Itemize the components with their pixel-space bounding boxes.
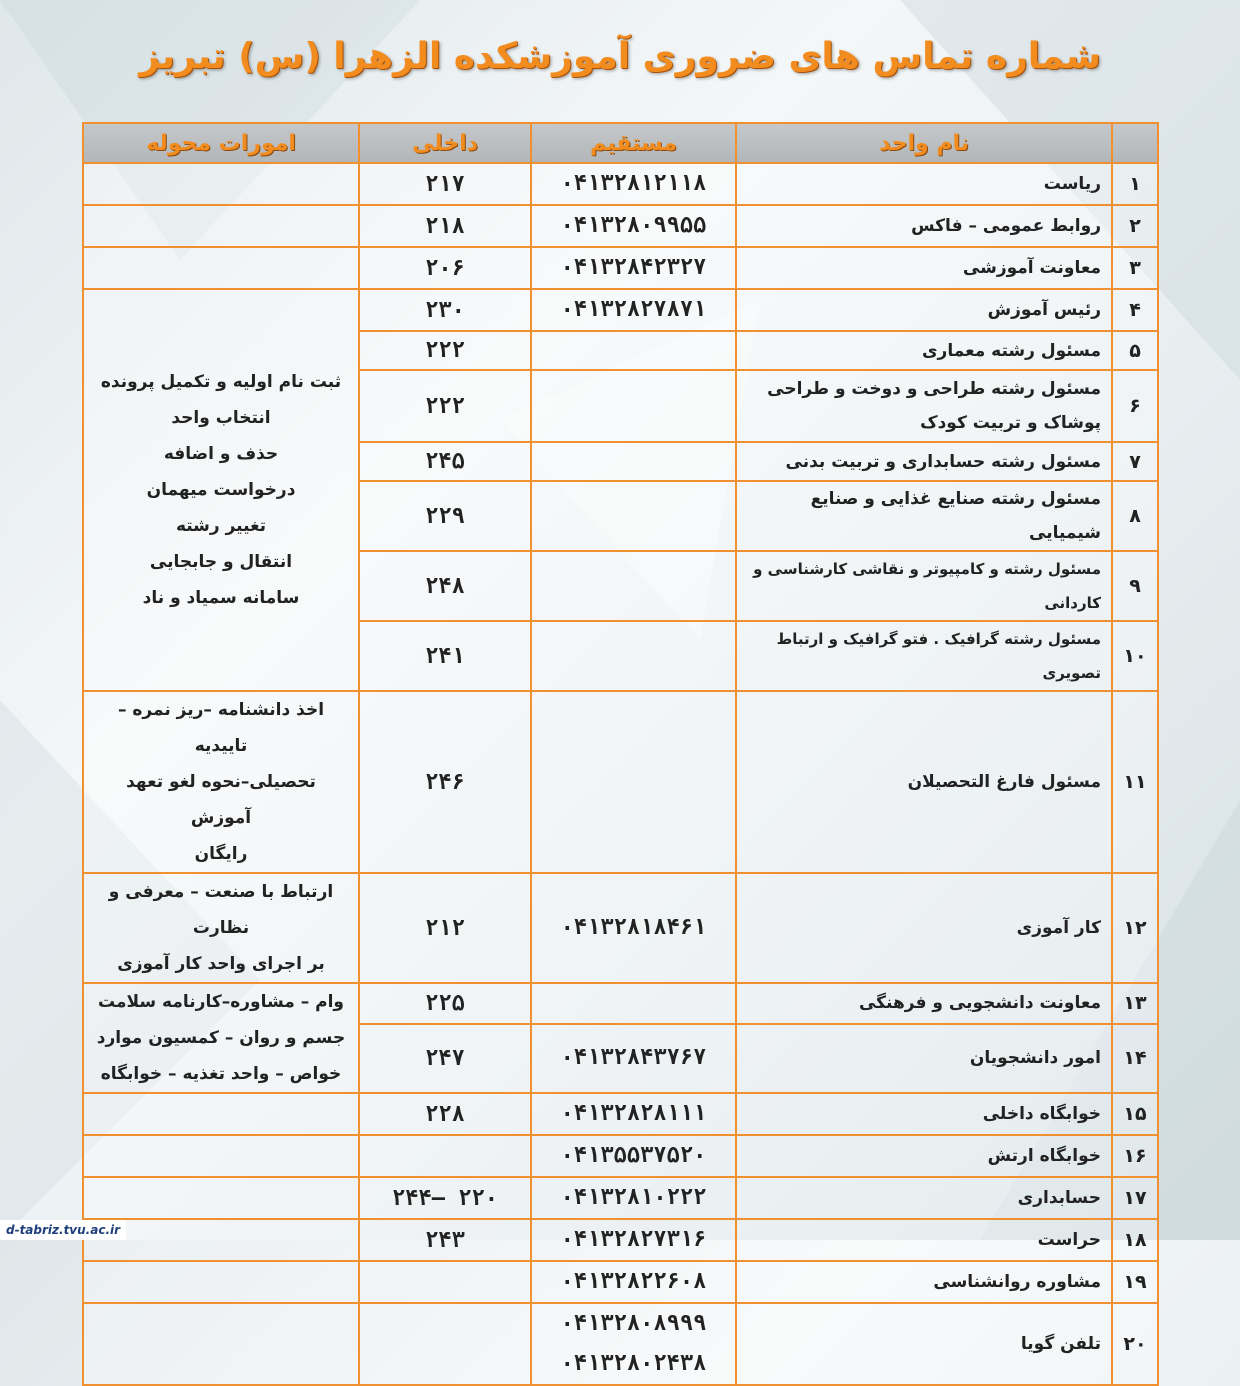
duties-cell <box>83 1261 359 1303</box>
row-number: ۹ <box>1112 551 1158 621</box>
header-duties: امورات محوله <box>83 123 359 163</box>
internal-ext: ۲۴۵ <box>359 442 531 481</box>
internal-ext: ۲۴۶ <box>359 691 531 873</box>
row-number: ۱۴ <box>1112 1024 1158 1093</box>
table-row <box>83 1093 1158 1135</box>
row-number: ۱۹ <box>1112 1261 1158 1303</box>
duties-internship <box>83 873 359 983</box>
row-number: ۱۱ <box>1112 691 1158 873</box>
unit-name: مسئول رشته معماری <box>736 331 1112 370</box>
duty-item: خواص – واحد تغذیه – خوابگاه <box>100 1064 342 1084</box>
header-internal: داخلی <box>359 123 531 163</box>
duties-cell <box>83 1093 359 1135</box>
contacts-table <box>82 122 1159 1386</box>
direct-phone <box>531 370 736 442</box>
unit-name: مشاوره روانشناسی <box>736 1261 1112 1303</box>
table-header-row <box>83 123 1158 163</box>
direct-phone: ۰۴۱۳۲۸۴۳۷۶۷ <box>531 1024 736 1093</box>
direct-phone: ۰۴۱۳۲۸۰۹۹۵۵ <box>531 205 736 247</box>
duty-item: سامانه سمیاد و ناد <box>142 588 300 608</box>
duties-education <box>83 289 359 691</box>
duties-cell <box>83 1135 359 1177</box>
table-row <box>83 1177 1158 1219</box>
duties-graduates <box>83 691 359 873</box>
direct-phone: ۰۴۱۳۲۸۱۰۲۲۲ <box>531 1177 736 1219</box>
row-number: ۱۰ <box>1112 621 1158 691</box>
internal-ext: ۲۴۱ <box>359 621 531 691</box>
table-row <box>83 1219 1158 1261</box>
internal-ext: ۲۴۷ <box>359 1024 531 1093</box>
direct-phone: ۰۴۱۳۲۸۲۷۳۱۶ <box>531 1219 736 1261</box>
unit-name: رئیس آموزش <box>736 289 1112 331</box>
unit-name: مسئول رشته گرافیک . فتو گرافیک و ارتباط تصویری <box>736 621 1112 691</box>
direct-phone <box>531 983 736 1024</box>
row-number: ۲۰ <box>1112 1303 1158 1385</box>
row-number: ۱۵ <box>1112 1093 1158 1135</box>
table-row <box>83 289 1158 331</box>
unit-name: خوابگاه ارتش <box>736 1135 1112 1177</box>
unit-name: حسابداری <box>736 1177 1112 1219</box>
row-number: ۱۷ <box>1112 1177 1158 1219</box>
direct-phone <box>531 551 736 621</box>
table-row <box>83 1135 1158 1177</box>
unit-name: روابط عمومی – فاکس <box>736 205 1112 247</box>
unit-name: مسئول فارغ التحصیلان <box>736 691 1112 873</box>
row-number: ۶ <box>1112 370 1158 442</box>
direct-phone: ۰۴۱۳۲۸۲۲۶۰۸ <box>531 1261 736 1303</box>
direct-phone-2: ۰۴۱۳۲۸۰۲۴۳۸ <box>560 1351 707 1376</box>
direct-phone <box>531 1303 736 1385</box>
row-number: ۸ <box>1112 481 1158 551</box>
row-number: ۷ <box>1112 442 1158 481</box>
duties-student-affairs <box>83 983 359 1093</box>
table-row <box>83 983 1158 1024</box>
header-name: نام واحد <box>736 123 1112 163</box>
unit-name: مسئول رشته صنایع غذایی و صنایع شیمیایی <box>736 481 1112 551</box>
table-row <box>83 247 1158 289</box>
duty-item: ارتباط با صنعت – معرفی و نظارت <box>108 882 334 938</box>
internal-ext <box>359 1261 531 1303</box>
row-number: ۵ <box>1112 331 1158 370</box>
duties-cell <box>83 247 359 289</box>
site-watermark: d-tabriz.tvu.ac.ir <box>0 1220 126 1240</box>
unit-name: معاونت آموزشی <box>736 247 1112 289</box>
table-row <box>83 1303 1158 1385</box>
unit-name: حراست <box>736 1219 1112 1261</box>
row-number: ۱۶ <box>1112 1135 1158 1177</box>
internal-ext: ۲۲۹ <box>359 481 531 551</box>
duties-cell <box>83 1177 359 1219</box>
internal-ext: ۲۱۲ <box>359 873 531 983</box>
internal-ext: ۲۱۸ <box>359 205 531 247</box>
internal-ext: ۲۲۸ <box>359 1093 531 1135</box>
unit-name: مسئول رشته حسابداری و تربیت بدنی <box>736 442 1112 481</box>
internal-ext: ۲۲۲ <box>359 370 531 442</box>
internal-ext: ۲۳۰ <box>359 289 531 331</box>
direct-phone: ۰۴۱۳۲۸۱۸۴۶۱ <box>531 873 736 983</box>
duty-item: رایگان <box>194 844 248 864</box>
internal-ext: ۲۴۳ <box>359 1219 531 1261</box>
direct-phone: ۰۴۱۳۲۸۲۷۸۷۱ <box>531 289 736 331</box>
direct-phone <box>531 691 736 873</box>
duty-item: درخواست میهمان <box>146 480 296 500</box>
direct-phone <box>531 481 736 551</box>
internal-ext <box>359 1135 531 1177</box>
table-row <box>83 691 1158 873</box>
internal-ext: ۲۲۲ <box>359 331 531 370</box>
duty-item: بر اجرای واحد کار آموزی <box>117 954 325 974</box>
direct-phone: ۰۴۱۳۲۸۱۲۱۱۸ <box>531 163 736 205</box>
duties-cell <box>83 1303 359 1385</box>
direct-phone-1: ۰۴۱۳۲۸۰۸۹۹۹ <box>560 1311 707 1336</box>
unit-name: خوابگاه داخلی <box>736 1093 1112 1135</box>
duty-item: وام – مشاوره–کارنامه سلامت <box>97 992 344 1012</box>
duty-item: ثبت نام اولیه و تکمیل پرونده <box>100 372 342 392</box>
internal-ext: ۲۲۰ –۲۴۴ <box>359 1177 531 1219</box>
row-number: ۴ <box>1112 289 1158 331</box>
unit-name: مسئول رشته طراحی و دوخت و طراحی پوشاک و تربیت کودک <box>736 370 1112 442</box>
duty-item: جسم و روان – کمسیون موارد <box>96 1028 346 1048</box>
table-row <box>83 163 1158 205</box>
direct-phone <box>531 621 736 691</box>
row-number: ۱ <box>1112 163 1158 205</box>
internal-ext: ۲۰۶ <box>359 247 531 289</box>
duty-item: اخذ دانشنامه –ریز نمره – تاییدیه <box>117 700 325 756</box>
unit-name: امور دانشجویان <box>736 1024 1112 1093</box>
duty-item: انتخاب واحد <box>171 408 271 428</box>
table-row <box>83 1261 1158 1303</box>
duty-item: تغییر رشته <box>175 516 267 536</box>
direct-phone <box>531 331 736 370</box>
table-row <box>83 873 1158 983</box>
row-number: ۱۳ <box>1112 983 1158 1024</box>
unit-name: مسئول رشته و کامپیوتر و نقاشی کارشناسی و کاردانی <box>736 551 1112 621</box>
direct-phone: ۰۴۱۳۵۵۳۷۵۲۰ <box>531 1135 736 1177</box>
duty-item: حذف و اضافه <box>163 444 279 464</box>
direct-phone <box>531 442 736 481</box>
header-direct: مستقیم <box>531 123 736 163</box>
row-number: ۳ <box>1112 247 1158 289</box>
table-row <box>83 205 1158 247</box>
direct-phone: ۰۴۱۳۲۸۴۲۳۲۷ <box>531 247 736 289</box>
unit-name: معاونت دانشجویی و فرهنگی <box>736 983 1112 1024</box>
row-number: ۱۸ <box>1112 1219 1158 1261</box>
row-number: ۱۲ <box>1112 873 1158 983</box>
internal-ext: ۲۱۷ <box>359 163 531 205</box>
unit-name: کار آموزی <box>736 873 1112 983</box>
duty-item: انتقال و جابجایی <box>149 552 293 572</box>
duty-item: تحصیلی–نحوه لغو تعهد آموزش <box>126 772 316 828</box>
unit-name: ریاست <box>736 163 1112 205</box>
internal-ext: ۲۴۸ <box>359 551 531 621</box>
internal-ext: ۲۲۵ <box>359 983 531 1024</box>
duties-cell <box>83 205 359 247</box>
row-number: ۲ <box>1112 205 1158 247</box>
page-title: شماره تماس های ضروری آموزشکده الزهرا (س) تبریز <box>139 36 1101 77</box>
unit-name: تلفن گویا <box>736 1303 1112 1385</box>
internal-ext <box>359 1303 531 1385</box>
duties-cell <box>83 163 359 205</box>
direct-phone: ۰۴۱۳۲۸۲۸۱۱۱ <box>531 1093 736 1135</box>
header-num <box>1112 123 1158 163</box>
